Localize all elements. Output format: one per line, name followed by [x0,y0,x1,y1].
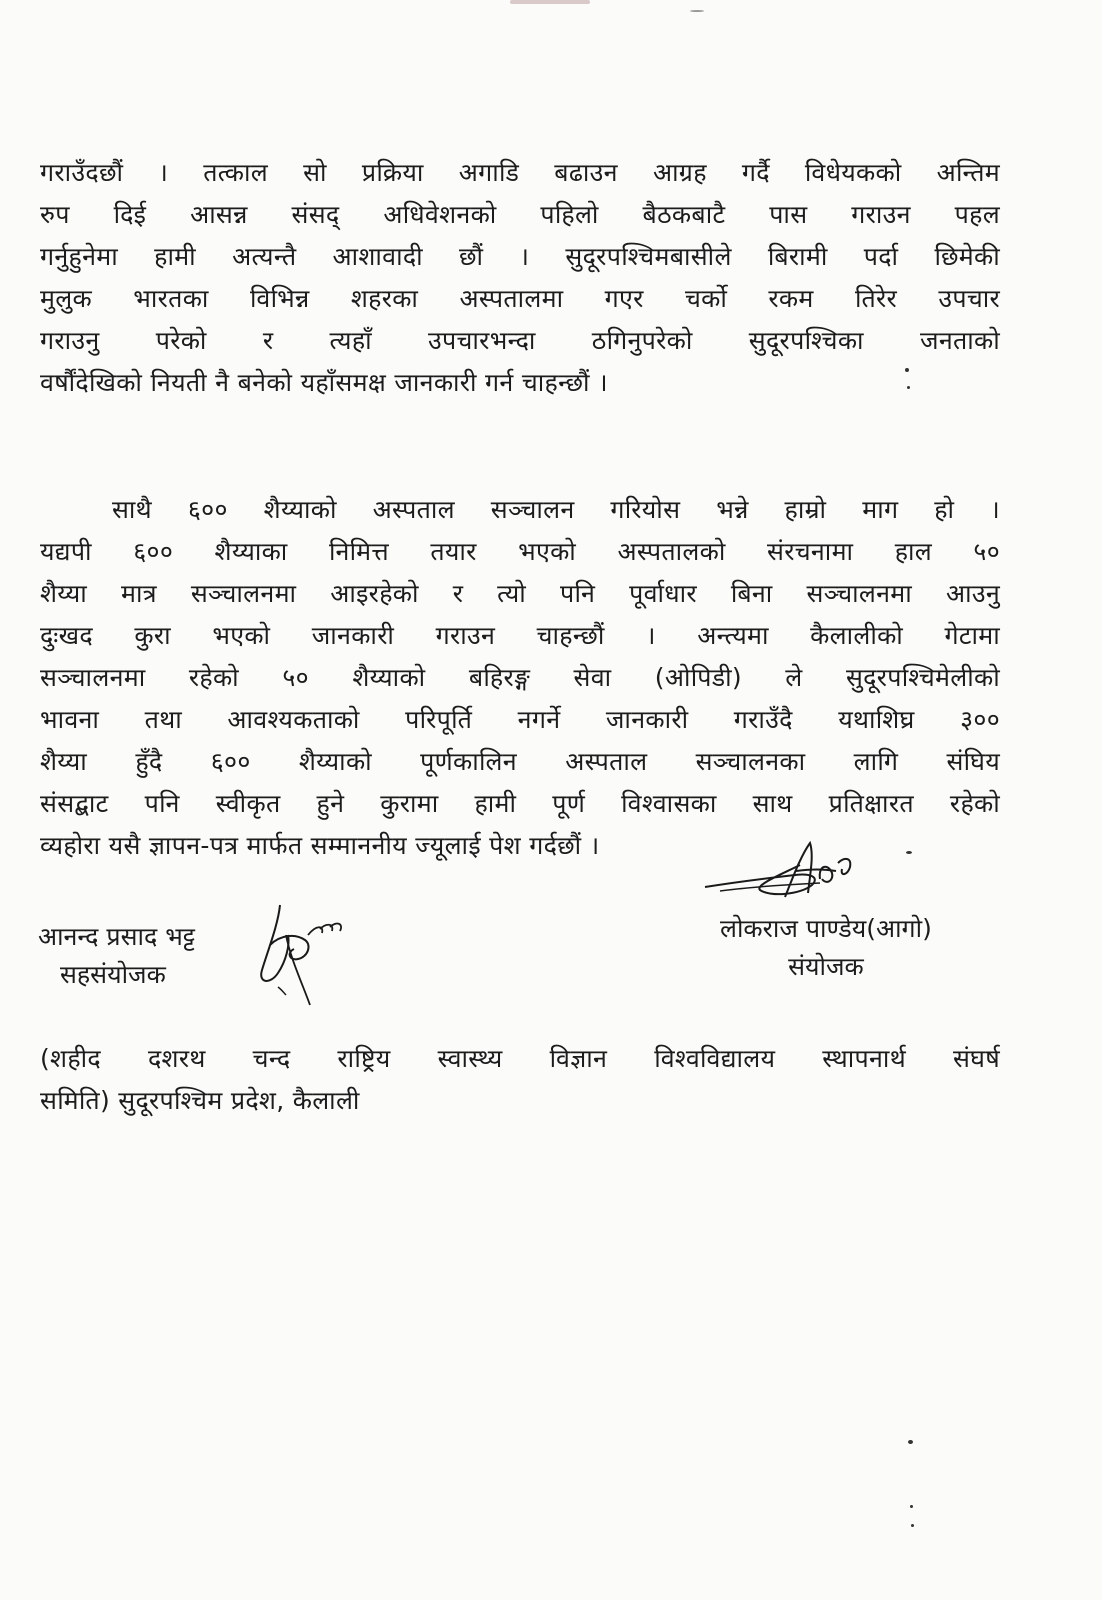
signature-right-image [700,835,880,910]
paragraph-line: शैय्या मात्र सञ्चालनमा आइरहेको र त्यो पनि पूर्वाधार बिना सञ्चालनमा आउनु [40,579,1000,608]
paragraph-line: यद्यपी ६०० शैय्याका निमित्त तयार भएको अस्पतालको संरचनामा हाल ५० [40,537,1000,566]
paragraph-line: साथै ६०० शैय्याको अस्पताल सञ्चालन गरियोस भन्ने हाम्रो माग हो । [112,495,1000,524]
paragraph-line: संसद्बाट पनि स्वीकृत हुने कुरामा हामी पूर्ण विश्वासका साथ प्रतिक्षारत रहेको [40,789,1000,818]
paragraph-line: वर्षौंदेखिको नियती नै बनेको यहाँसमक्ष जानकारी गर्न चाहन्छौं । [40,368,608,397]
paragraph-line: मुलुक भारतका विभिन्न शहरका अस्पतालमा गएर चर्को रकम तिरेर उपचार [40,284,1000,313]
paragraph-continuation [40,152,1000,404]
paragraph-demand [40,489,1000,867]
scan-speck [907,386,910,389]
signatory-convener [720,910,932,986]
organization-line: समिति) सुदूरपश्चिम प्रदेश, कैलाली [40,1086,360,1115]
paragraph-line: गराउँदछौं । तत्काल सो प्रक्रिया अगाडि बढाउन आग्रह गर्दै विधेयकको अन्तिम [40,158,1000,187]
paragraph-line: भावना तथा आवश्यकताको परिपूर्ति नगर्ने जानकारी गराउँदै यथाशिघ्र ३०० [40,705,1000,734]
signatory-co-convener [38,918,195,994]
paragraph-line: गर्नुहुनेमा हामी अत्यन्तै आशावादी छौं । सुदूरपश्चिमबासीले बिरामी पर्दा छिमेकी [40,242,1000,271]
paragraph-line: दुःखद कुरा भएको जानकारी गराउन चाहन्छौं । अन्त्यमा कैलालीको गेटामा [40,621,1000,650]
signatory-role: संयोजक [788,952,864,981]
paragraph-line: सञ्चालनमा रहेको ५० शैय्याको बहिरङ्ग सेवा (ओपिडी) ले सुदूरपश्चिमेलीको [40,663,1000,692]
scan-speck [911,1524,914,1527]
scan-speck [906,851,912,854]
scan-speck [910,1505,913,1508]
signature-left-image [250,895,350,1010]
paragraph-line: व्यहोरा यसै ज्ञापन-पत्र मार्फत सम्माननीय ज्यूलाई पेश गर्दछौं । [40,831,600,860]
signatory-role: सहसंयोजक [60,960,166,989]
paragraph-line: गराउनु परेको र त्यहाँ उपचारभन्दा ठगिनुपरेको सुदूरपश्चिका जनताको [40,326,1000,355]
signatory-name: लोकराज पाण्डेय(आगो) [720,914,932,943]
paragraph-line: शैय्या हुँदै ६०० शैय्याको पूर्णकालिन अस्पताल सञ्चालनका लागि संघिय [40,747,1000,776]
top-edge-mark [510,0,590,4]
organization-name [40,1038,1000,1122]
signatory-name: आनन्द प्रसाद भट्ट [38,922,195,951]
scan-speck [905,368,909,372]
scan-speck [908,1440,913,1444]
scan-speck [690,10,704,12]
paragraph-line: रुप दिई आसन्न संसद् अधिवेशनको पहिलो बैठकबाटै पास गराउन पहल [40,200,1000,229]
organization-line: (शहीद दशरथ चन्द राष्ट्रिय स्वास्थ्य विज्ञान विश्वविद्यालय स्थापनार्थ संघर्ष [40,1044,1000,1073]
